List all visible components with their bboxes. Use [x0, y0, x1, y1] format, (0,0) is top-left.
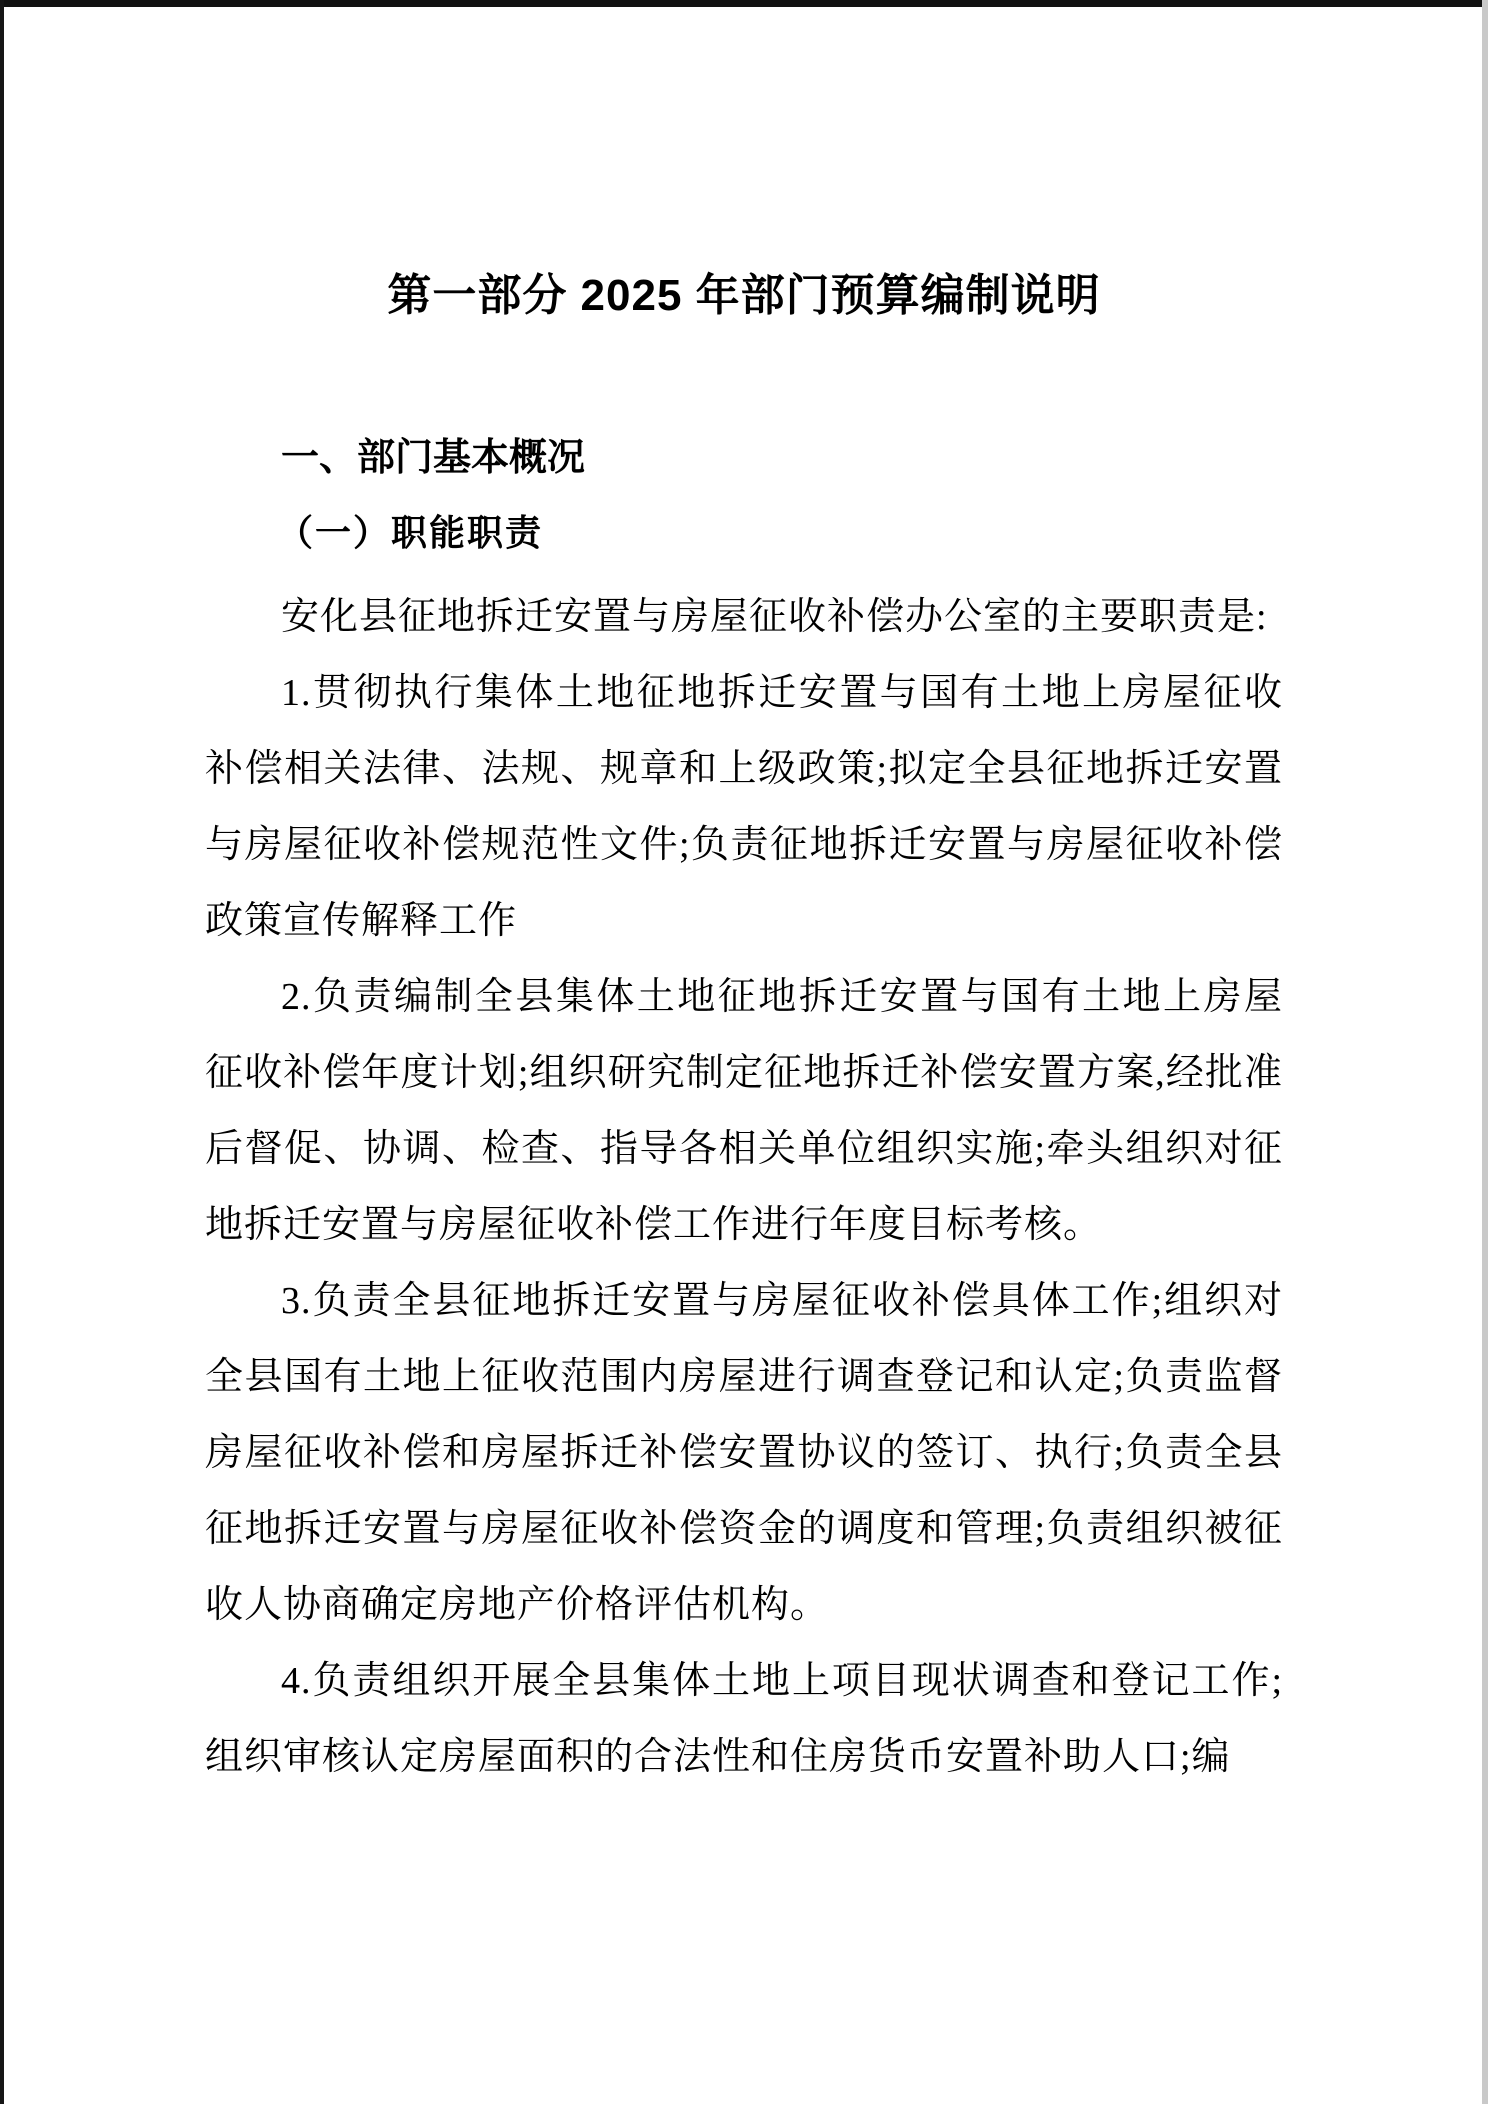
section-heading-basic-overview: 一、部门基本概况: [281, 437, 586, 479]
document-title: 第一部分 2025 年部门预算编制说明: [387, 271, 1101, 320]
body-paragraph-item-4: 4.负责组织开展全县集体土地上项目现状调查和登记工作;组织审核认定房屋面积的合法性和住房货币安置补助人口;编: [205, 1660, 1283, 1778]
body-paragraph-intro: 安化县征地拆迁安置与房屋征收补偿办公室的主要职责是:: [281, 596, 1268, 638]
body-text: [205, 579, 1283, 1795]
body-paragraph-item-3: 3.负责全县征地拆迁安置与房屋征收补偿具体工作;组织对全县国有土地上征收范围内房屋进行调查登记和认定;负责监督房屋征收补偿和房屋拆迁补偿安置协议的签订、执行;负责全县征地拆迁安置与房屋征收补偿资金的调度和管理;负责组织被征收人协商确定房地产价格评估机构。: [205, 1280, 1283, 1626]
page-content: [205, 0, 1283, 1795]
body-paragraph-item-1: 1.贯彻执行集体土地征地拆迁安置与国有土地上房屋征收补偿相关法律、法规、规章和上级政策;拟定全县征地拆迁安置与房屋征收补偿规范性文件;负责征地拆迁安置与房屋征收补偿政策宣传解释工作: [205, 672, 1283, 942]
page-right-edge: [1482, 0, 1488, 2104]
page-left-edge: [0, 0, 4, 2104]
subsection-heading-duties: （一）职能职责: [277, 513, 544, 553]
body-paragraph-item-2: 2.负责编制全县集体土地征地拆迁安置与国有土地上房屋征收补偿年度计划;组织研究制定征地拆迁补偿安置方案,经批准后督促、协调、检查、指导各相关单位组织实施;牵头组织对征地拆迁安置与房屋征收补偿工作进行年度目标考核。: [205, 976, 1283, 1246]
